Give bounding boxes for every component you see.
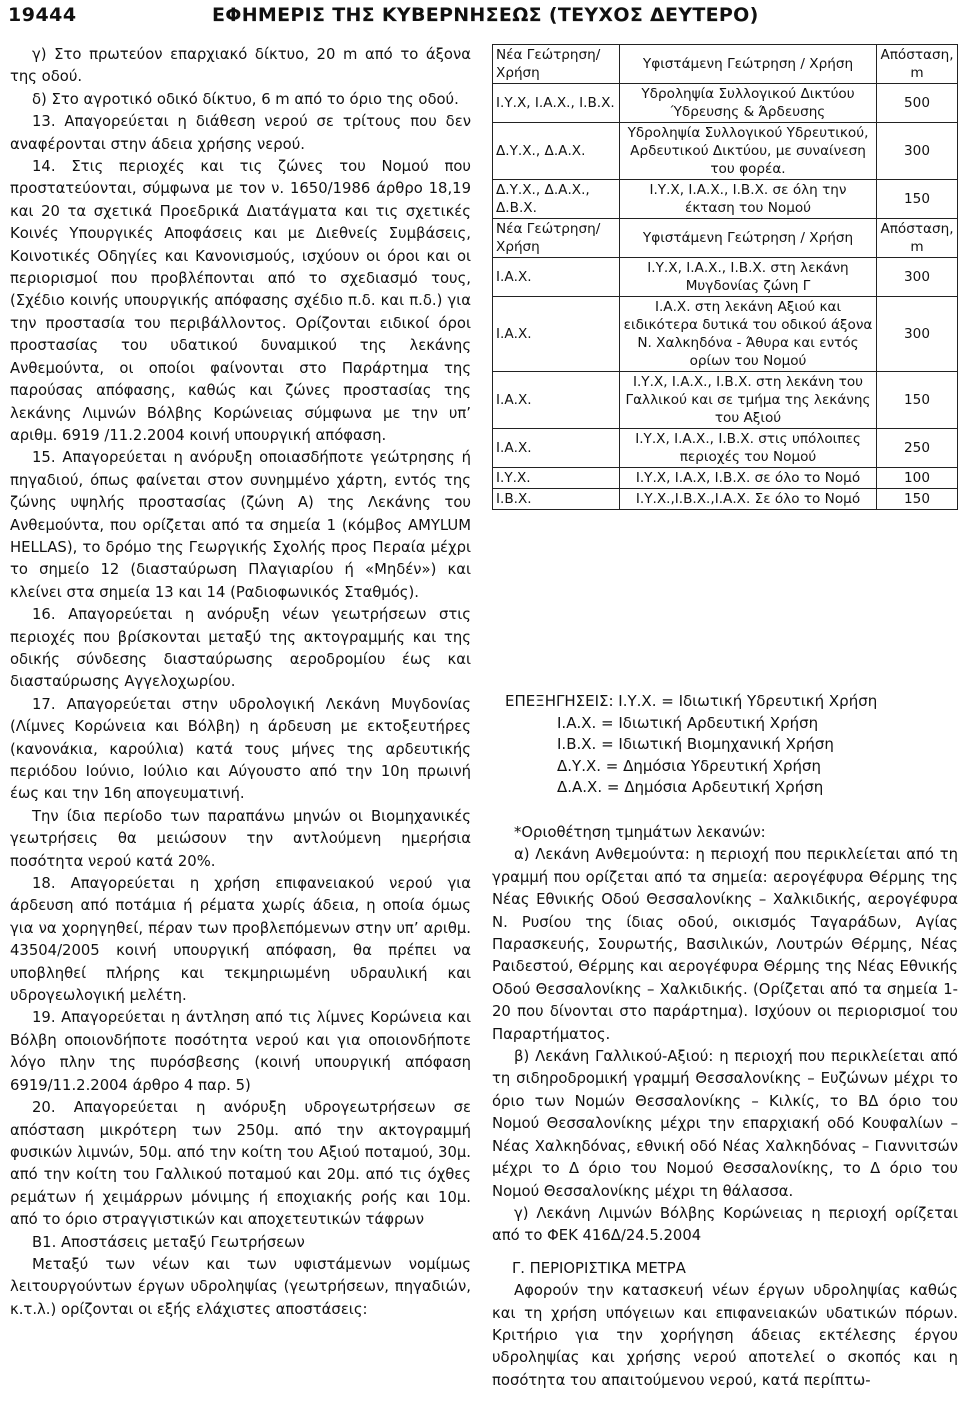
table-cell: 150 (877, 489, 958, 510)
table-cell: Υδροληψία Συλλογικού Δικτύου Ύδρευσης & Άρδευσης (620, 84, 877, 123)
right-column (492, 822, 958, 1392)
table-cell: Δ.Υ.Χ., Δ.Α.Χ., Δ.Β.Χ. (493, 180, 620, 219)
table-cell: Ι.Α.Χ. (493, 297, 620, 372)
table-cell: 300 (877, 297, 958, 372)
legend-line: Δ.Α.Χ. = Δημόσια Αρδευτική Χρήση (557, 778, 824, 797)
gazette-title: ΕΦΗΜΕΡΙΣ ΤΗΣ ΚΥΒΕΡΝΗΣΕΩΣ (ΤΕΥΧΟΣ ΔΕΥΤΕΡΟ) (212, 4, 759, 26)
paragraph: 15. Απαγορεύεται η ανόρυξη οποιασδήποτε γεώτρησης ή πηγαδιού, όπως φαίνεται στον συνημμένο χάρτη, εντός της ζώνης υψηλής προστασίας (ζώνη Α) της Λεκάνης του Ανθεμούντα, που ορίζεται από τα σημεία 1 (κόμβος AMYLUM HELLAS), το δρόμο της Γεωργικής Σχολής προς Περαία μέχρι το σημείο 12 (διασταύρωση Πλαγιαρίου ή «Μηδέν») και κλείνει στα σημεία 13 και 14 (Ραδιοφωνικός Σταθμός). (10, 449, 471, 601)
table-cell: 300 (877, 258, 958, 297)
table-header-row (493, 45, 958, 84)
table-row (493, 84, 958, 123)
paragraph: γ) Στο πρωτεύον επαρχιακό δίκτυο, 20 m από το άξονα της οδού. (10, 46, 471, 86)
paragraph: Αφορούν την κατασκευή νέων έργων υδροληψίας καθώς και τη χρήση υπόγειων και επιφανειακών υδατικών πόρων. Κριτήριο για την χορήγηση άδειας εκτέλεσης έργου υδροληψίας και χρήσης νερού αποτελεί ο σκοπός και η ποσότητα του απαιτούμενου νερού, κατά περίπτω- (492, 1282, 958, 1389)
legend-line: Δ.Υ.Χ. = Δημόσια Υδρευτική Χρήση (557, 756, 822, 775)
page-number: 19444 (8, 4, 77, 26)
table-cell: Ι.Υ.Χ, Ι.Α.Χ., Ι.Β.Χ. σε όλη την έκταση του Νομού (620, 180, 877, 219)
table-cell: Απόσταση, m (877, 219, 958, 258)
table-cell: Ι.Υ.Χ. (493, 468, 620, 489)
table-row (493, 468, 958, 489)
table-cell: Ι.Υ.Χ, Ι.Α.Χ, Ι.Β.Χ. σε όλο το Νομό (620, 468, 877, 489)
table-cell: Ι.Υ.Χ, Ι.Α.Χ., Ι.Β.Χ. στη λεκάνη Μυγδονίας ζώνη Γ (620, 258, 877, 297)
table-cell: Υφιστάμενη Γεώτρηση / Χρήση (620, 45, 877, 84)
note-heading: *Οριοθέτηση τμημάτων λεκανών: (514, 824, 766, 841)
table-cell: Υδροληψία Συλλογικού Υδρευτικού, Αρδευτικού Δικτύου, με συναίνεση του φορέα. (620, 123, 877, 180)
table-row (493, 123, 958, 180)
paragraph: 16. Απαγορεύεται η ανόρυξη νέων γεωτρήσεων στις περιοχές που βρίσκονται μεταξύ της ακτογραμμής και της οδικής σύνδεσης διασταύρωσης αεροδρομίου έως και διασταύρωσης Αγγελοχωρίου. (10, 606, 471, 691)
table-cell: Ι.Υ.Χ, Ι.Α.Χ., Ι.Β.Χ. (493, 84, 620, 123)
paragraph: 20. Απαγορεύεται η ανόρυξη υδρογεωτρήσεων σε απόσταση μικρότερη των 250μ. από την ακτογραμμή φυσικών λιμνών, 50μ. από την κοίτη του Αξιού ποταμού, 30μ. από την κοίτη του Γαλλικού ποταμού και 20μ. από τις όχθες ρεμάτων ή χειμάρρων μόνιμης ή εποχιακής ροής και 10μ. από το όριο στραγγιστικών και αποχετευτικών τάφρων (10, 1099, 471, 1229)
paragraph: 13. Απαγορεύεται η διάθεση νερού σε τρίτους που δεν αναφέρονται στην άδεια χρήσης νερού. (10, 113, 471, 153)
table-cell: Ι.Α.Χ. (493, 372, 620, 429)
section-heading: Γ. ΠΕΡΙΟΡΙΣΤΙΚΑ ΜΕΤΡΑ (512, 1259, 686, 1277)
table-cell: 100 (877, 468, 958, 489)
table-cell: 150 (877, 180, 958, 219)
paragraph: δ) Στο αγροτικό οδικό δίκτυο, 6 m από το όριο της οδού. (32, 90, 459, 108)
table-cell: Απόσταση, m (877, 45, 958, 84)
table-cell: Δ.Υ.Χ., Δ.Α.Χ. (493, 123, 620, 180)
table-row (493, 180, 958, 219)
abbreviations-legend (505, 691, 877, 799)
paragraph: 17. Απαγορεύεται στην υδρολογική Λεκάνη Μυγδονίας (Λίμνες Κορώνεια και Βόλβη) η άρδευση με εκτοξευτήρες (κανονάκια, καρούλια) κατά τους μήνες της αρδευτικής περιόδου Ιούνιο, Ιούλιο και Αύγουστο από την 10η πρωινή έως και την 16η απογευματινή. (10, 695, 471, 803)
table-row (493, 297, 958, 372)
table-cell: Ι.Β.Χ. (493, 489, 620, 510)
table-cell: Ι.Α.Χ. (493, 429, 620, 468)
subsection-heading: Β1. Αποστάσεις μεταξύ Γεωτρήσεων (32, 1233, 305, 1251)
paragraph: 14. Στις περιοχές και τις ζώνες του Νομού που προστατεύονται, σύμφωνα με τον ν. 1650/1986 άρθρο 18,19 και 20 τα σχετικά Προεδρικά Διατάγματα και τις σχετικές Κοινές Υπουργικές Αποφάσεις και με Διεθνείς Συμβάσεις, Κοινοτικές Οδηγίες και Κανονισμούς, ισχύουν οι όροι και οι περιορισμοί που προβλέπονται από το σχεδιασμό τους, (Σχέδιο κοινής υπουργικής απόφασης σχέδιο π.δ. και π.δ.) για την προστασία του περιβάλλοντος. Ορίζονται ειδικοί όροι προστασίας του υδατικού δυναμικού της λεκάνης Ανθεμούντα, οι οποίοι φαίνονται στο Παράρτημα της παρούσας απόφασης, καθώς και ζώνες προστασίας της λεκάνης Λιμνών Βόλβης Κορώνειας σύμφωνα με την υπ’ αριθμ. 6919 /11.2.2004 κοινή υπουργική απόφαση. (10, 158, 471, 444)
table-row (493, 489, 958, 510)
table-cell: Νέα Γεώτρηση/ Χρήση (493, 45, 620, 84)
table-cell: 500 (877, 84, 958, 123)
table-cell: Υφιστάμενη Γεώτρηση / Χρήση (620, 219, 877, 258)
paragraph: β) Λεκάνη Γαλλικού-Αξιού: η περιοχή που περικλείεται από τη σιδηροδρομική γραμμή Θεσσαλονίκης – Ευζώνων μέχρι το όριο των Νομών Θεσσαλονίκης – Κιλκίς, το ΒΔ όριο του Νομού Θεσσαλονίκης μέχρι την επαρχιακή οδό Κουφαλίων – Νέας Χαλκηδόνας, εθνική οδό Νέας Χαλκηδόνας – Γιαννιτσών μέχρι το Δ όριο του Νομού Θεσσαλονίκης, το Δ όριο του Νομού Θεσσαλονίκης μέχρι τη θάλασσα. (492, 1048, 958, 1200)
legend-line: Ι.Α.Χ. = Ιδιωτική Αρδευτική Χρήση (557, 713, 819, 732)
paragraph: 18. Απαγορεύεται η χρήση επιφανειακού νερού για άρδευση από ποτάμια ή ρέματα χωρίς άδεια, η οποία όμως για να χορηγηθεί, πέραν των προβλεπόμενων στην υπ’ αριθμ. 43504/2005 κοινή υπουργική απόφαση, θα πρέπει να υποβληθεί πλήρης και τεκμηριωμένη υδραυλική και υδρογεωλογική μελέτη. (10, 875, 471, 1005)
table-cell: Ι.Υ.Χ.,Ι.Β.Χ.,Ι.Α.Χ. Σε όλο το Νομό (620, 489, 877, 510)
paragraph: α) Λεκάνη Ανθεμούντα: η περιοχή που περικλείεται από τη γραμμή που ορίζεται από τα σημεία: αερογέφυρα Θέρμης της Νέας Εθνικής Οδού Θεσσαλονίκης – Χαλκιδικής, αερογέφυρα Ν. Ρυσίου της ίδιας οδού, οικισμός Ταγαράδων, Αγίας Παρασκευής, Σουρωτής, Βασιλικών, Λουτρών Θέρμης, Νέας Ραιδεστού, Θέρμης και αερογέφυρα Θέρμης της Νέας Εθνικής Οδού Θεσσαλονίκης – Χαλκιδικής. (Ορίζεται από τα σημεία 1-20 που δίνονται στο παράρτημα). Ισχύουν οι περιορισμοί του Παραρτήματος. (492, 846, 958, 1043)
paragraph: Μεταξύ των νέων και των υφιστάμενων νομίμως λειτουργούντων έργων υδροληψίας (γεωτρήσεων, πηγαδιών, κ.τ.λ.) ορίζονται οι εξής ελάχιστες αποστάσεις: (10, 1255, 471, 1318)
left-column (10, 44, 471, 1321)
table-row (493, 258, 958, 297)
table-cell: Ι.Υ.Χ, Ι.Α.Χ., Ι.Β.Χ. στις υπόλοιπες περιοχές του Νομού (620, 429, 877, 468)
table-cell: 150 (877, 372, 958, 429)
table-cell: Νέα Γεώτρηση/ Χρήση (493, 219, 620, 258)
table-cell: Ι.Υ.Χ, Ι.Α.Χ., Ι.Β.Χ. στη λεκάνη του Γαλλικού και σε τμήμα της λεκάνης του Αξιού (620, 372, 877, 429)
table-row (493, 372, 958, 429)
table-cell: Ι.Α.Χ. στη λεκάνη Αξιού και ειδικότερα δυτικά του οδικού άξονα Ν. Χαλκηδόνα - Άθυρα και εντός ορίων του Νομού (620, 297, 877, 372)
table-cell: 250 (877, 429, 958, 468)
legend-line: Ι.Β.Χ. = Ιδιωτική Βιομηχανική Χρήση (557, 735, 834, 754)
paragraph: 19. Απαγορεύεται η άντληση από τις λίμνες Κορώνεια και Βόλβη οποιονδήποτε ποσότητα νερού και για οποιονδήποτε λόγο πλην της πυρόσβεσης (κοινή υπουργική απόφαση 6919/11.2.2004 άρθρο 4 παρ. 5) (10, 1009, 471, 1094)
distance-table (492, 44, 958, 510)
page-header (0, 0, 960, 34)
paragraph: Την ίδια περίοδο των παραπάνω μηνών οι Βιομηχανικές γεωτρήσεις θα μειώσουν την αντλούμενη ημερήσια ποσότητα νερού κατά 20%. (10, 807, 471, 870)
table-row (493, 429, 958, 468)
table-cell: 300 (877, 123, 958, 180)
legend-line: ΕΠΕΞΗΓΗΣΕΙΣ: Ι.Υ.Χ. = Ιδιωτική Υδρευτική Χρήση (505, 692, 878, 710)
paragraph: γ) Λεκάνη Λιμνών Βόλβης Κορώνειας η περιοχή ορίζεται από το ΦΕΚ 416Δ/24.5.2004 (492, 1204, 958, 1245)
table-header-row (493, 219, 958, 258)
table-cell: Ι.Α.Χ. (493, 258, 620, 297)
